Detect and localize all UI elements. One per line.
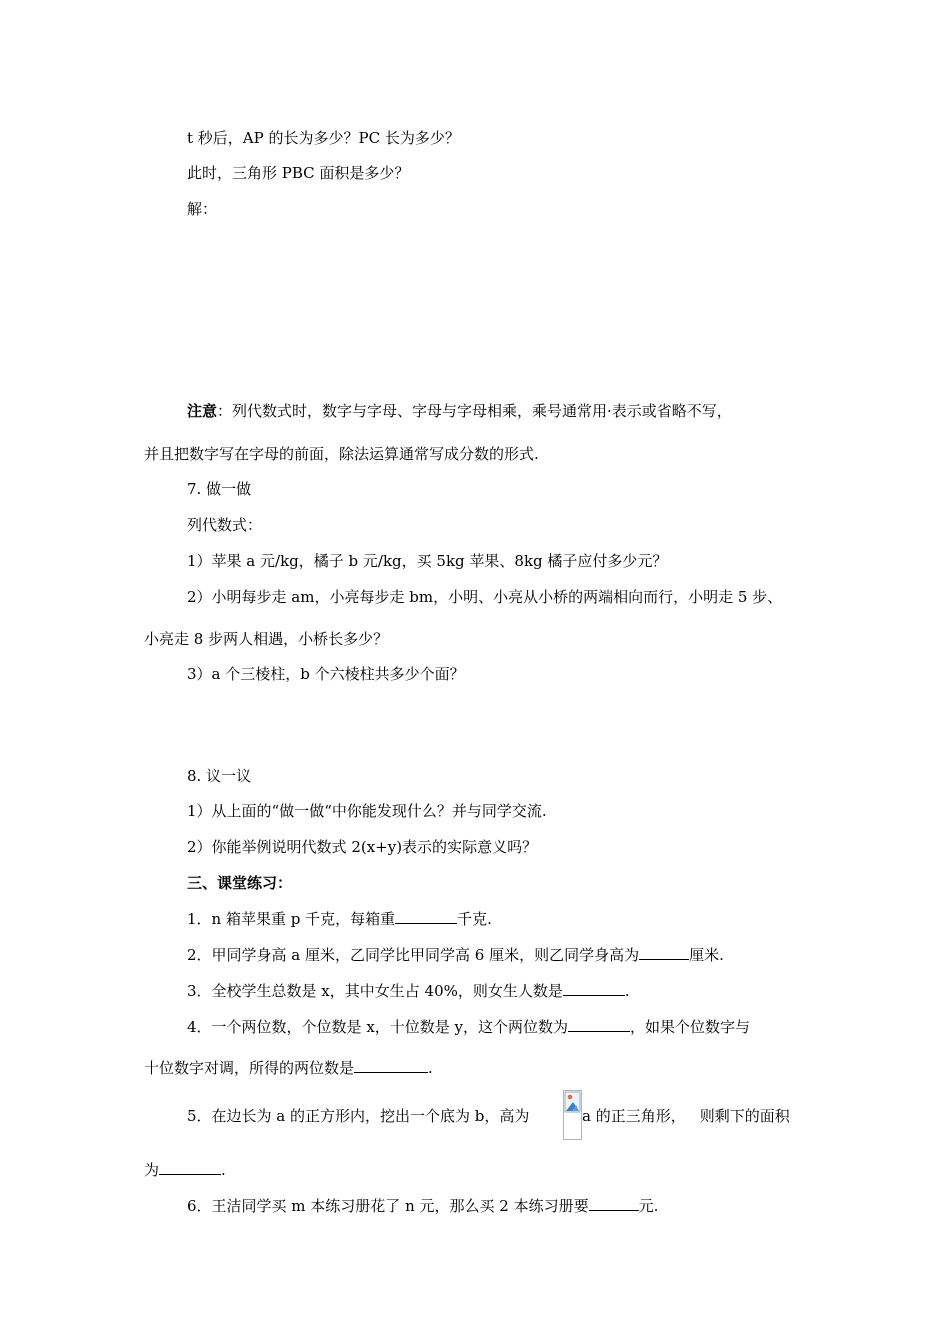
- practice-1-text: 1．n 箱苹果重 p 千克，每箱重: [187, 910, 396, 928]
- practice-3-text: 3．全校学生总数是 x，其中女生占 40%，则女生人数是: [187, 982, 563, 1000]
- practice-item-6: [187, 1196, 658, 1216]
- practice-4-text-a: 4．一个两位数，个位数是 x，十位数是 y，这个两位数为: [187, 1018, 569, 1036]
- practice-2-unit: 厘米.: [689, 946, 724, 964]
- practice-4-end: .: [428, 1059, 433, 1077]
- note-label: 注意: [187, 402, 218, 420]
- solution-label: 解：: [187, 200, 218, 218]
- practice-5-text-c: 则剩下的面积: [699, 1107, 790, 1125]
- note-line-1: [187, 401, 732, 421]
- section-8-item-2: 2）你能举例说明代数式 2(x+y)表示的实际意义吗？: [187, 838, 538, 856]
- practice-item-5-line-1-left: 5．在边长为 a 的正方形内，挖出一个底为 b，高为: [187, 1107, 530, 1125]
- answer-blank-6: [589, 1196, 639, 1211]
- section-7-subtitle: 列代数式：: [187, 516, 263, 534]
- practice-item-4-line-2: [144, 1058, 433, 1078]
- broken-image-placeholder: [563, 1090, 582, 1140]
- practice-5-end: .: [221, 1161, 226, 1179]
- practice-6-text: 6．王洁同学买 m 本练习册花了 n 元，那么买 2 本练习册要: [187, 1197, 589, 1215]
- practice-item-5-line-1-right: [582, 1106, 790, 1126]
- section-8-title: 8. 议一议: [187, 767, 252, 785]
- question-ap-pc-length: t 秒后，AP 的长为多少？PC 长为多少？: [187, 129, 460, 147]
- section-8-item-1: 1）从上面的“做一做“中你能发现什么？并与同学交流.: [187, 802, 547, 820]
- practice-item-3: [187, 981, 630, 1001]
- image-icon: [564, 1091, 581, 1113]
- practice-5-text-d: 为: [144, 1161, 160, 1179]
- question-pbc-area: 此时，三角形 PBC 面积是多少？: [187, 164, 410, 182]
- practice-1-unit: 千克.: [457, 910, 492, 928]
- answer-blank-1: [395, 909, 457, 924]
- practice-3-end: .: [624, 982, 630, 1000]
- section-7-item-2-line-2: 小亮走 8 步两人相遇，小桥长多少？: [144, 630, 389, 648]
- practice-2-text: 2．甲同学身高 a 厘米，乙同学比甲同学高 6 厘米，则乙同学身高为: [187, 946, 640, 964]
- practice-4-text-c: 十位数字对调，所得的两位数是: [144, 1059, 355, 1077]
- practice-6-unit: 元.: [638, 1197, 659, 1215]
- practice-item-1: [187, 909, 492, 929]
- section-7-title: 7. 做一做: [187, 480, 252, 498]
- practice-heading: [187, 873, 292, 893]
- answer-blank-4a: [568, 1017, 630, 1032]
- answer-blank-5: [159, 1160, 221, 1175]
- practice-item-4-line-1: [187, 1017, 750, 1037]
- answer-blank-2: [639, 945, 689, 960]
- practice-item-2: [187, 945, 724, 965]
- answer-blank-3: [563, 981, 625, 996]
- practice-heading-text: 三、课堂练习：: [187, 874, 293, 892]
- section-7-item-3: 3）a 个三棱柱，b 个六棱柱共多少个面？: [187, 665, 465, 683]
- section-7-item-1: 1）苹果 a 元/kg，橘子 b 元/kg，买 5kg 苹果、8kg 橘子应付多少元？: [187, 552, 668, 570]
- answer-blank-4b: [354, 1058, 428, 1073]
- practice-item-5-line-2: [144, 1160, 226, 1180]
- note-line-2: 并且把数字写在字母的前面，除法运算通常写成分数的形式.: [144, 445, 539, 463]
- practice-5-text-b: a 的正三角形，: [582, 1107, 686, 1125]
- practice-4-text-b: ，如果个位数字与: [630, 1018, 751, 1036]
- section-7-item-2-line-1: 2）小明每步走 am，小亮每步走 bm，小明、小亮从小桥的两端相向而行，小明走 5 步、: [187, 588, 783, 606]
- note-text-1: ：列代数式时，数字与字母、字母与字母相乘，乘号通常用·表示或省略不写，: [217, 402, 732, 420]
